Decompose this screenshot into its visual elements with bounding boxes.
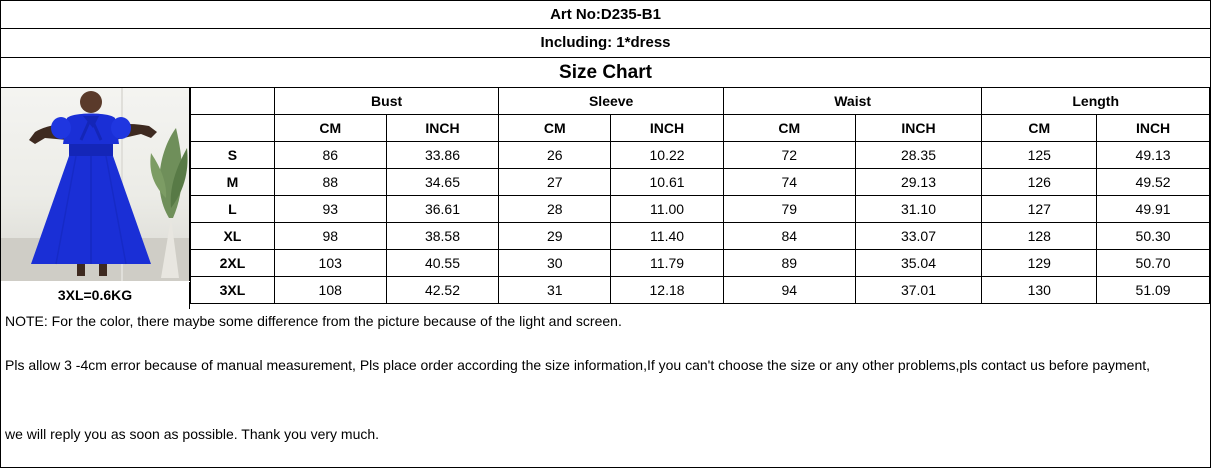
table-cell: 12.18 [611,277,724,304]
unit-header: CM [723,115,855,142]
table-cell: 125 [982,142,1097,169]
table-row [191,277,1210,304]
table-cell: 50.70 [1097,250,1210,277]
size-label: 2XL [191,250,275,277]
table-cell: 49.91 [1097,196,1210,223]
unit-header: INCH [855,115,982,142]
table-cell: 29.13 [855,169,982,196]
table-cell: 26 [499,142,611,169]
unit-header: CM [274,115,386,142]
group-header-sleeve: Sleeve [499,88,724,115]
table-cell: 72 [723,142,855,169]
table-cell: 28 [499,196,611,223]
unit-header: INCH [611,115,724,142]
table-cell: 130 [982,277,1097,304]
group-header-row [191,88,1210,115]
table-cell: 40.55 [386,250,499,277]
package-contents: Including: 1*dress [1,29,1210,58]
table-cell: 33.86 [386,142,499,169]
unit-header: CM [982,115,1097,142]
dress-model-image [1,88,189,281]
note-measurement: Pls allow 3 -4cm error because of manual measurement, Pls place order according the size information,If you can't choose the size or any other problems,pls contact us before payment, [5,357,1151,373]
product-photo [1,88,190,281]
table-cell: 84 [723,223,855,250]
table-cell: 10.22 [611,142,724,169]
unit-header-row [191,115,1210,142]
table-row [191,196,1210,223]
table-cell: 10.61 [611,169,724,196]
size-label: S [191,142,275,169]
size-table [190,87,1210,304]
table-row [191,223,1210,250]
table-cell: 128 [982,223,1097,250]
size-label: L [191,196,275,223]
table-cell: 31.10 [855,196,982,223]
table-cell: 11.00 [611,196,724,223]
table-cell: 33.07 [855,223,982,250]
size-label: M [191,169,275,196]
art-number: Art No:D235-B1 [1,1,1210,29]
table-cell: 37.01 [855,277,982,304]
table-cell: 36.61 [386,196,499,223]
unit-header: INCH [386,115,499,142]
table-row [191,142,1210,169]
group-header-waist: Waist [723,88,981,115]
corner-cell [191,88,275,115]
table-cell: 98 [274,223,386,250]
table-cell: 88 [274,169,386,196]
table-cell: 50.30 [1097,223,1210,250]
unit-header: CM [499,115,611,142]
note-color: NOTE: For the color, there maybe some difference from the picture because of the light and screen. [5,313,622,329]
package-weight: 3XL=0.6KG [1,282,190,309]
table-cell: 93 [274,196,386,223]
table-cell: 51.09 [1097,277,1210,304]
group-header-length: Length [982,88,1210,115]
table-cell: 129 [982,250,1097,277]
table-cell: 31 [499,277,611,304]
page-title: Size Chart [1,58,1210,88]
group-header-bust: Bust [274,88,499,115]
table-cell: 11.79 [611,250,724,277]
table-cell: 79 [723,196,855,223]
size-label: 3XL [191,277,275,304]
table-cell: 29 [499,223,611,250]
table-cell: 11.40 [611,223,724,250]
table-cell: 49.52 [1097,169,1210,196]
table-cell: 42.52 [386,277,499,304]
table-cell: 35.04 [855,250,982,277]
table-cell: 108 [274,277,386,304]
model-figure [29,91,157,276]
table-cell: 74 [723,169,855,196]
note-closing: we will reply you as soon as possible. Thank you very much. [5,426,380,442]
table-cell: 94 [723,277,855,304]
table-cell: 103 [274,250,386,277]
table-cell: 127 [982,196,1097,223]
table-cell: 38.58 [386,223,499,250]
corner-cell [191,115,275,142]
unit-header: INCH [1097,115,1210,142]
table-cell: 89 [723,250,855,277]
table-cell: 28.35 [855,142,982,169]
table-cell: 34.65 [386,169,499,196]
table-cell: 126 [982,169,1097,196]
table-row [191,250,1210,277]
table-cell: 30 [499,250,611,277]
table-cell: 86 [274,142,386,169]
size-label: XL [191,223,275,250]
table-row [191,169,1210,196]
table-cell: 49.13 [1097,142,1210,169]
table-cell: 27 [499,169,611,196]
